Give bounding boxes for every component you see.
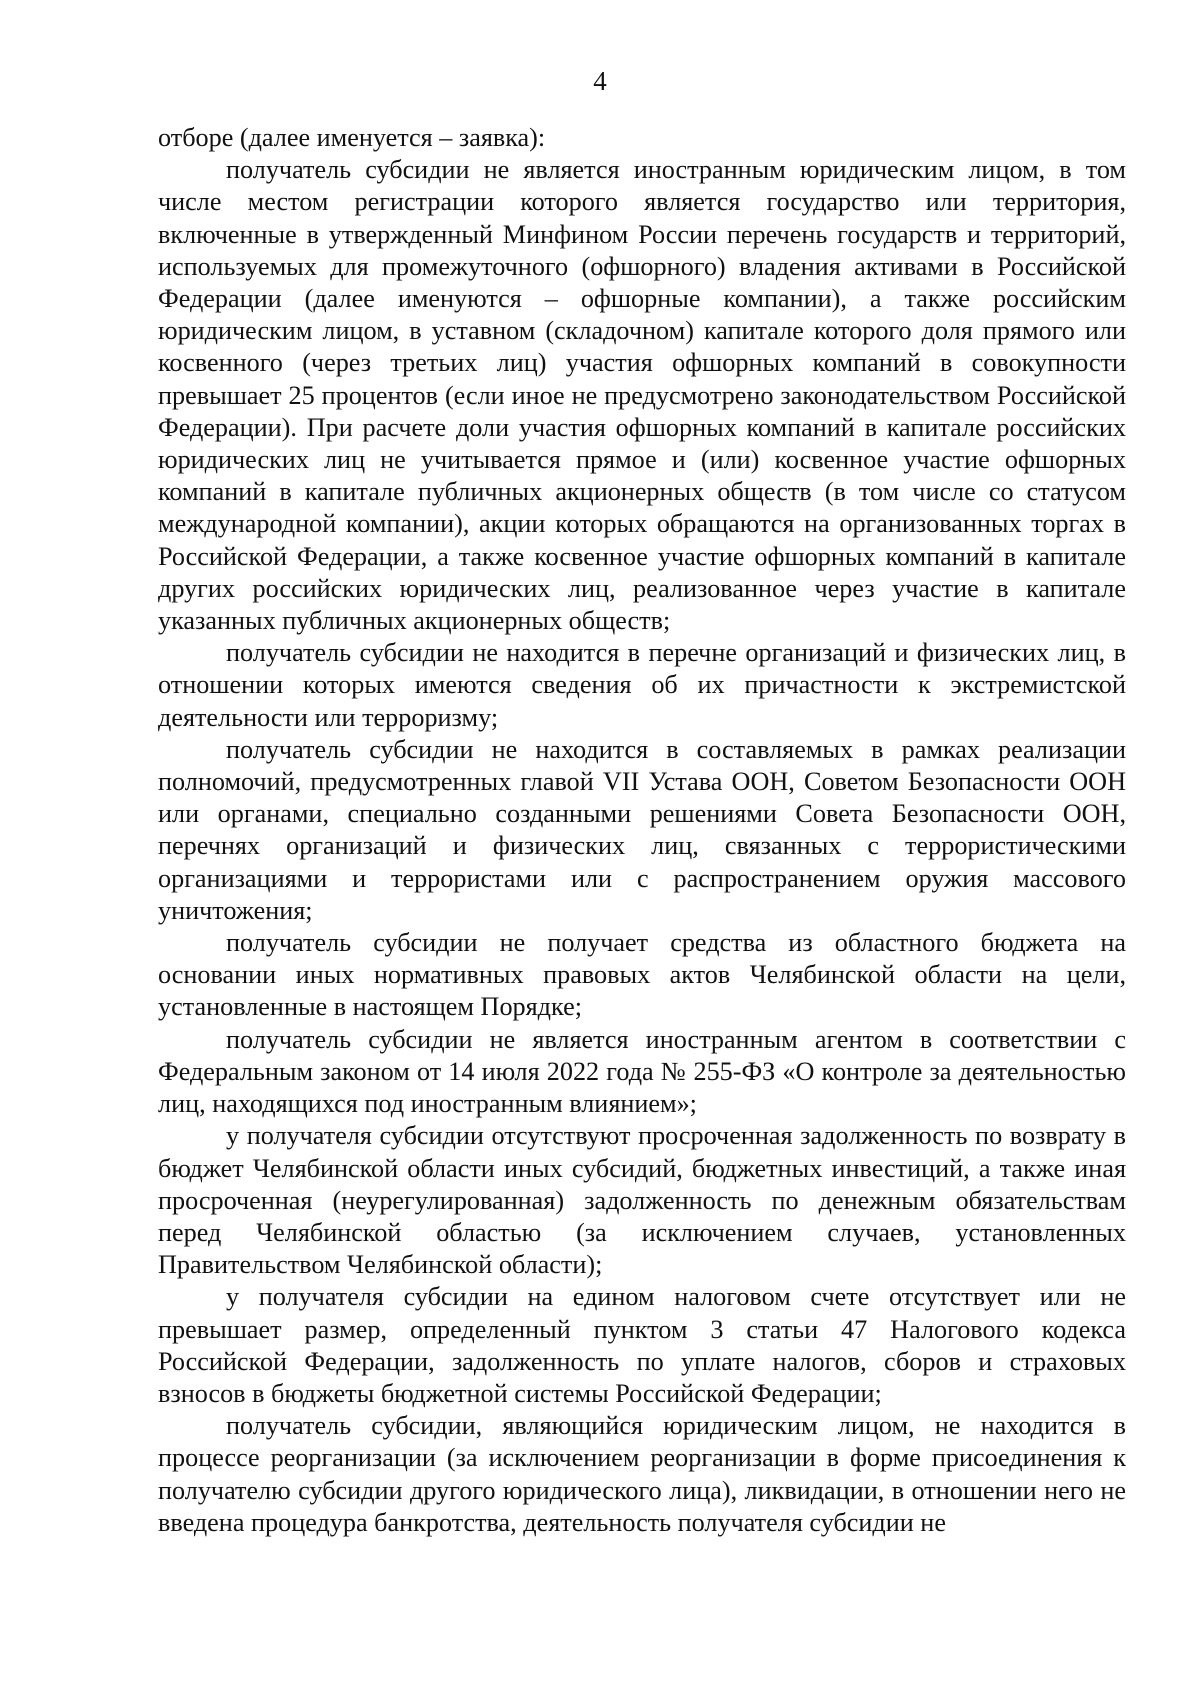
paragraph-foreign-agent: получатель субсидии не является иностранным агентом в соответствии с Федеральным законом от 14 июля 2022 года № 255-ФЗ «О контроле за деятельностью лиц, находящихся под иностранным влиянием»; — [158, 1024, 1126, 1119]
page-number: 4 — [593, 66, 607, 96]
paragraph-reorganization: получатель субсидии, являющийся юридическим лицом, не находится в процессе реорганизации (за исключением реорганизации в форме присоединения к получателю субсидии другого юридического лица), ликвидации, в отношении него не введена процедура банкротства, деятельность получателя субсидии не — [158, 1411, 1126, 1537]
paragraph-extremism-list: получатель субсидии не находится в перечне организаций и физических лиц, в отношении которых имеются сведения об их причастности к экстремистской деятельности или терроризму; — [158, 638, 1126, 732]
paragraph-un-security-council-list: получатель субсидии не находится в составляемых в рамках реализации полномочий, предусмотренных главой VII Устава ООН, Советом Безопасности ООН или органами, специально созданными решениями Совета Безопасности ООН, перечнях организаций и физических лиц, связанных с террористическими организациями и террористами или с распространением оружия массового уничтожения; — [158, 734, 1126, 925]
paragraph-other-regional-funds: получатель субсидии не получает средства из областного бюджета на основании иных нормативных правовых актов Челябинской области на цели, установленные в настоящем Порядке; — [158, 928, 1126, 1022]
paragraph-overdue-debt: у получателя субсидии отсутствуют просроченная задолженность по возврату в бюджет Челябинской области иных субсидий, бюджетных инвестиций, а также иная просроченная (неурегулированная) задолженность по денежным обязательствам перед Челябинской областью (за исключением случаев, установленных Правительством Челябинской области); — [158, 1121, 1126, 1280]
paragraph-tax-debt: у получателя субсидии на едином налоговом счете отсутствует или не превышает размер, определенный пунктом 3 статьи 47 Налогового кодекса Российской Федерации, задолженность по уплате налогов, сборов и страховых взносов в бюджеты бюджетной системы Российской Федерации; — [158, 1282, 1126, 1408]
paragraph-offshore-companies: получатель субсидии не является иностранным юридическим лицом, в том числе местом регистрации которого является государство или территория, включенные в утвержденный Минфином России перечень государств и территорий, используемых для промежуточного (офшорного) владения активами в Российской Федерации (далее именуются – офшорные компании), а также российским юридическим лицом, в уставном (складочном) капитале которого доля прямого или косвенного (через третьих лиц) участия офшорных компаний в совокупности превышает 25 процентов (если иное не предусмотрено законодательством Российской Федерации). При расчете доли участия офшорных компаний в капитале российских юридических лиц не учитывается прямое и (или) косвенное участие офшорных компаний в капитале публичных акционерных обществ (в том числе со статусом международной компании), акции которых обращаются на организованных торгах в Российской Федерации, а также косвенное участие офшорных компаний в капитале других российских юридических лиц, реализованное через участие в капитале указанных публичных акционерных обществ; — [158, 155, 1126, 636]
document-body — [158, 122, 1126, 1539]
paragraph-continuation: отборе (далее именуется – заявка): — [158, 123, 546, 152]
